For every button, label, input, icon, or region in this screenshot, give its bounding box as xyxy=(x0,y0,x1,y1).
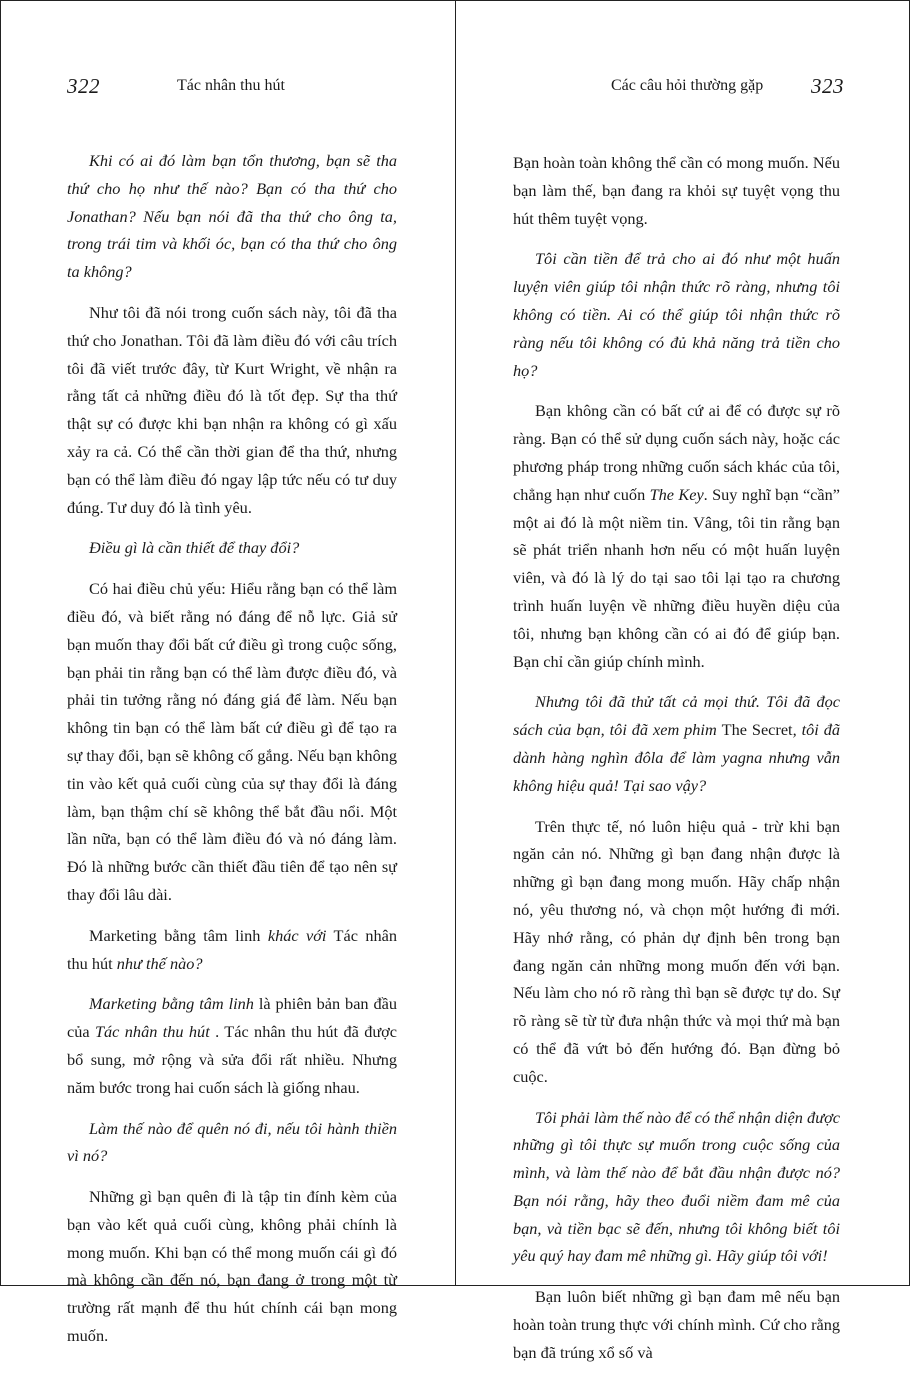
text-run: . Tác nhân thu hút đã được bổ sung, mở rộng và sửa đổi rất nhiều. Nhưng năm bước trong hai cuốn sách là giống nhau. xyxy=(67,1022,398,1097)
question-paragraph: Tôi cần tiền để trả cho ai đó như một huấn luyện viên giúp tôi nhận thức rõ ràng, nhưng tôi không có tiền. Ai có thể giúp tôi nhận thức rõ ràng nếu tôi không có đủ khả năng trả tiền cho họ? xyxy=(513,249,840,380)
text-run-italic: khác với xyxy=(267,925,327,945)
answer-paragraph: Trên thực tế, nó luôn hiệu quả - trừ khi bạn ngăn cản nó. Những gì bạn đang nhận được là những gì bạn đang mong muốn. Hãy chấp nhận nó, yêu thương nó, và chọn một hướng đi mới. Hãy nhớ rằng, có phản dự định bên trong bạn đang ngăn cản những mong muốn đến với bạn. Nếu làm cho nó rõ ràng thì bạn sẽ được tự do. Sự rõ ràng sẽ từ từ đưa nhận thức và mọi thứ mà bạn có thể đã vứt bỏ đến hướng đó. Bạn đừng bỏ cuộc. xyxy=(513,816,840,1086)
text-run: Marketing bằng tâm linh xyxy=(89,925,268,945)
question-paragraph: Khi có ai đó làm bạn tổn thương, bạn sẽ tha thứ cho họ như thế nào? Bạn có tha thứ cho Jonathan? Nếu bạn nói đã tha thứ cho ông ta, trong trái tim và khối óc, bạn có tha thứ cho ông ta không? xyxy=(67,151,397,282)
text-run: Tác nhân thu hút xyxy=(67,925,397,973)
question-paragraph xyxy=(513,688,840,799)
answer-paragraph-continued: Bạn hoàn toàn không thể cần có mong muốn. Nếu bạn làm thế, bạn đang ra khỏi sự tuyệt vọng thu hút thêm tuyệt vọng. xyxy=(513,153,840,228)
text-run: là phiên bản ban đầu của xyxy=(67,994,398,1042)
right-page xyxy=(456,1,910,1362)
right-page-header xyxy=(456,74,910,103)
running-title: Tác nhân thu hút xyxy=(177,77,285,94)
right-page-body xyxy=(513,149,840,1380)
book-title-italic: Marketing bằng tâm linh xyxy=(89,994,254,1014)
answer-paragraph: Những gì bạn quên đi là tập tin đính kèm của bạn vào kết quả cuối cùng, không phải chính là mong muốn. Khi bạn có thể mong muốn cái gì đó mà không cần đến nó, bạn đang ở trong một từ trường rất mạnh để thu hút chính cái bạn mong muốn. xyxy=(67,1187,397,1346)
running-title: Các câu hỏi thường gặp xyxy=(611,77,764,94)
page-number: 322 xyxy=(67,74,100,98)
text-run: . Suy nghĩ bạn “cần” một ai đó là một niềm tin. Vâng, tôi tin rằng bạn sẽ phát triển nhanh hơn nếu có một huấn luyện viên, và đó là lý do tại sao tôi lại tạo ra chương trình huấn luyện về những điều huyền diệu của tôi, nhưng bạn không cần có ai đó để giúp bạn. Bạn chỉ cần giúp chính mình. xyxy=(513,484,841,671)
question-paragraph: Điều gì là cần thiết để thay đổi? xyxy=(89,538,300,558)
book-title-italic: The Key xyxy=(649,484,704,504)
left-page-body xyxy=(67,147,397,1363)
answer-paragraph: Có hai điều chủ yếu: Hiểu rằng bạn có thể làm điều đó, và biết rằng nó đáng để nỗ lực. Giả sử bạn muốn thay đổi bất cứ điều gì trong cuộc sống, bạn phải tin rằng bạn có thể làm được điều đó, và phải tin tưởng rằng nó đáng giá để làm. Nếu bạn không tin bạn có thể làm bất cứ điều gì để tạo ra sự thay đổi, bạn sẽ không cố gắng. Nếu bạn không tin vào kết quả cuối cùng của sự thay đổi là đáng làm, bạn thậm chí sẽ không thể bắt đầu nổi. Một lần nữa, bạn có thể làm điều đó và nó đáng làm. Đó là những bước cần thiết đầu tiên để tạo nên sự thay đổi lâu dài. xyxy=(67,579,397,904)
text-run-italic: như thế nào? xyxy=(116,953,203,973)
answer-paragraph: Bạn luôn biết những gì bạn đam mê nếu bạn hoàn toàn trung thực với chính mình. Cứ cho rằng bạn đã trúng xổ số và xyxy=(513,1287,840,1362)
question-paragraph: Tôi phải làm thế nào để có thể nhận diện được những gì tôi thực sự muốn trong cuộc sống của mình, và làm thế nào để bắt đầu nhận được nó? Bạn nói rằng, hãy theo đuổi niềm đam mê của bạn, và tiền bạc sẽ đến, nhưng tôi không biết tôi yêu quý hay đam mê những gì. Hãy giúp tôi với! xyxy=(513,1107,840,1266)
answer-paragraph xyxy=(513,397,840,675)
book-title-italic: Tác nhân thu hút xyxy=(94,1022,210,1042)
answer-paragraph xyxy=(67,990,397,1101)
answer-paragraph: Như tôi đã nói trong cuốn sách này, tôi đã tha thứ cho Jonathan. Tôi đã làm điều đó với câu trích tôi đã viết trước đây, từ Kurt Wright, về nhận ra rằng tất cả những điều đó là tốt đẹp. Sự tha thứ thật sự có được khi bạn nhận ra không có gì xấu xảy ra cả. Có thể cần thời gian để tha thứ, nhưng bạn có thể làm điều đó ngay lập tức nếu có tư duy đúng. Tư duy đó là tình yêu. xyxy=(67,302,397,517)
text-run-italic: Nhưng tôi đã thử tất cả mọi thứ. Tôi đã đọc sách của bạn, tôi đã xem phim xyxy=(513,692,840,740)
film-title: The Secret xyxy=(721,720,793,740)
page-number: 323 xyxy=(811,74,844,98)
left-page-header xyxy=(1,74,455,103)
text-run: Bạn không cần có bất cứ ai để có được sự rõ ràng. Bạn có thể sử dụng cuốn sách này, hoặc các phương pháp trong những cuốn sách khác của tôi, chẳng hạn như cuốn xyxy=(513,401,840,504)
left-page xyxy=(1,1,455,1346)
question-paragraph xyxy=(67,922,397,978)
question-paragraph: Làm thế nào để quên nó đi, nếu tôi hành thiền vì nó? xyxy=(67,1118,397,1166)
text-run-italic: , tôi đã dành hàng nghìn đôla để làm yagna nhưng vẫn không hiệu quả! Tại sao vậy? xyxy=(513,720,841,795)
